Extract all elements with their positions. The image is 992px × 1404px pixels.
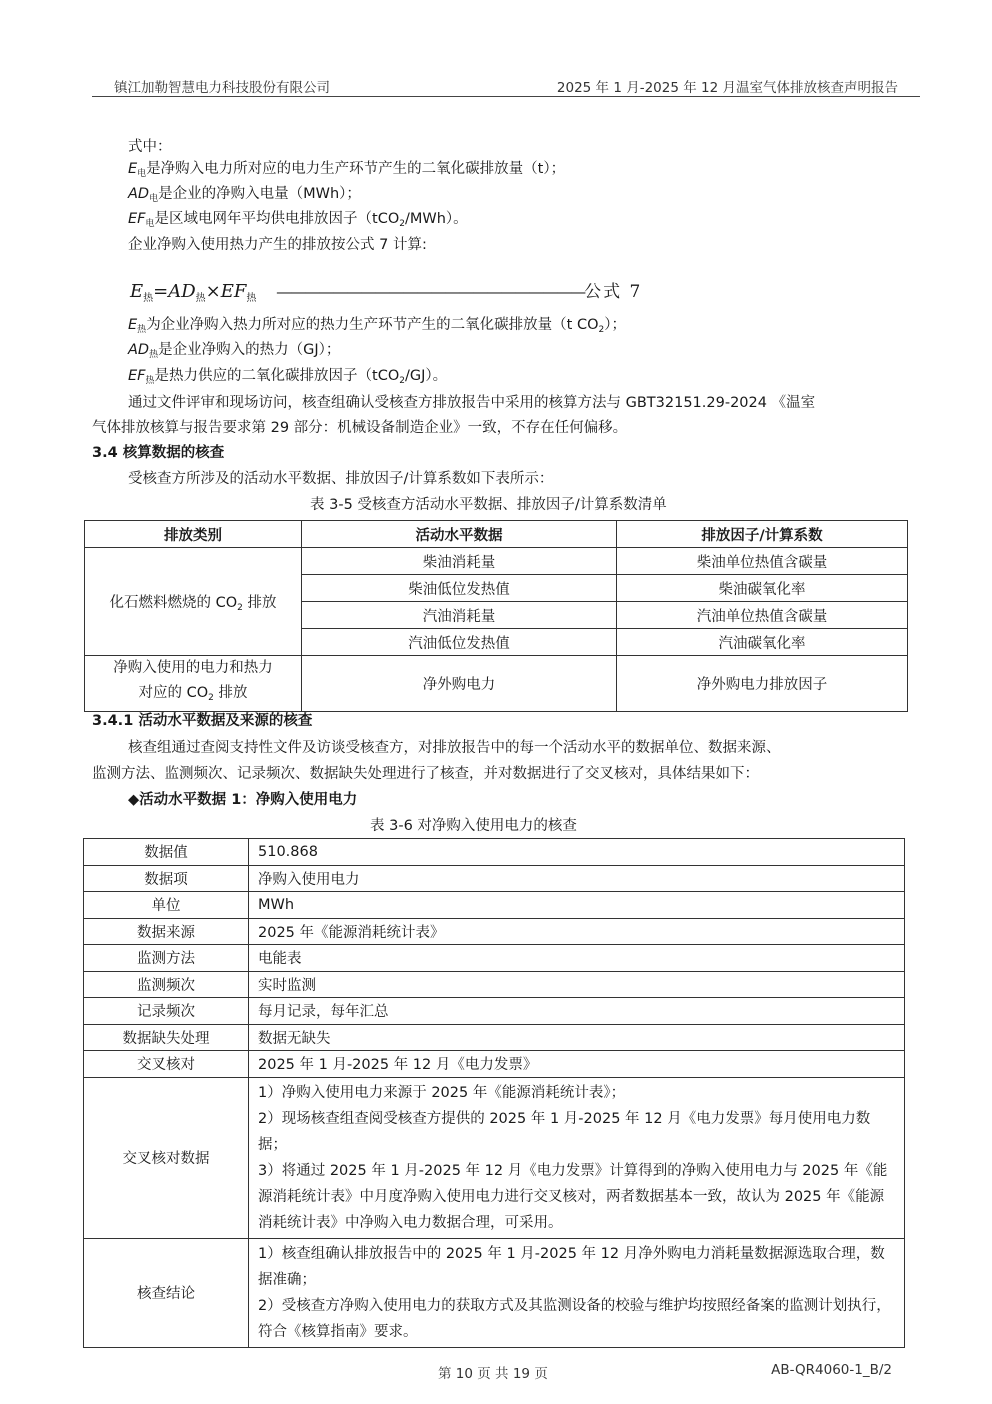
row-label: 数据缺失处理 xyxy=(84,1024,249,1051)
def-e-electric xyxy=(128,158,565,185)
formula-ad: =AD xyxy=(153,281,196,302)
emission-factor-cell: 柴油单位热值含碳量 xyxy=(617,548,908,575)
symbol: E xyxy=(128,161,138,177)
definition-text: 是热力供应的二氧化碳排放因子（tCO xyxy=(154,368,400,384)
header-company: 镇江加勒智慧电力科技股份有限公司 xyxy=(114,80,330,96)
category-text-line1: 净购入使用的电力和热力 xyxy=(113,660,273,676)
category-text: 化石燃料燃烧的 CO xyxy=(109,594,238,611)
conclusion-details xyxy=(249,1238,905,1347)
table-header-cell: 活动水平数据 xyxy=(302,521,617,548)
cross-check-line: 2）现场核查组查阅受核查方提供的 2025 年 1 月-2025 年 12 月《电力发票》每月使用电力数据； xyxy=(258,1110,871,1153)
formula-e: E xyxy=(130,281,144,302)
row-label-conclusion: 核查结论 xyxy=(84,1238,249,1347)
conclusion-line: 2）受核查方净购入使用电力的获取方式及其监测设备的校验与维护均按照经备案的监测计划执行，符合《核算指南》要求。 xyxy=(258,1297,891,1340)
def-e-heat xyxy=(128,314,626,341)
section-heading-3-4-1: 3.4.1 活动水平数据及来源的核查 xyxy=(92,713,313,729)
category-text-line2: 对应的 CO xyxy=(138,685,209,701)
paragraph-method-line1: 通过文件评审和现场访问，核查组确认受核查方排放报告中采用的核算方法与 GBT32151.29-2024 《温室 xyxy=(128,395,816,411)
activity-data-cell: 汽油低位发热值 xyxy=(302,629,617,656)
symbol: EF xyxy=(128,211,146,227)
cross-check-line: 3）将通过 2025 年 1 月-2025 年 12 月《电力发票》计算得到的净购入使用电力与 2025 年《能源消耗统计表》中月度净购入使用电力进行交叉核对，两者数据基本一致，故认为 2025 年《能源消耗统计表》中净购入电力数据合理，可采用。 xyxy=(258,1162,888,1231)
row-label: 数据值 xyxy=(84,839,249,866)
emission-factor-cell: 汽油碳氧化率 xyxy=(617,629,908,656)
def-ef-electric xyxy=(128,208,468,235)
emission-factor-cell: 汽油单位热值含碳量 xyxy=(617,602,908,629)
subscript-2: 2 xyxy=(237,602,243,613)
table-header-cell: 排放因子/计算系数 xyxy=(617,521,908,548)
table-row xyxy=(84,1077,905,1238)
table-3-5 xyxy=(84,520,908,712)
subscript-2: 2 xyxy=(399,376,405,386)
symbol: E xyxy=(128,317,138,333)
formula-ef-sub: 热 xyxy=(246,293,257,304)
activity-data-cell: 柴油低位发热值 xyxy=(302,575,617,602)
conclusion-line: 1）核查组确认排放报告中的 2025 年 1 月-2025 年 12 月净外购电力消耗量数据源选取合理，数据准确； xyxy=(258,1245,885,1288)
row-label: 记录频次 xyxy=(84,998,249,1025)
row-label: 监测频次 xyxy=(84,971,249,998)
row-value: 数据无缺失 xyxy=(249,1024,905,1051)
cross-check-line: 1）净购入使用电力来源于 2025 年《能源消耗统计表》； xyxy=(258,1084,626,1101)
row-value: 每月记录，每年汇总 xyxy=(249,998,905,1025)
table-row xyxy=(84,918,905,945)
header-report-title: 2025 年 1 月-2025 年 12 月温室气体排放核查声明报告 xyxy=(556,80,898,96)
table-row xyxy=(84,998,905,1025)
header-divider xyxy=(92,96,920,97)
def-ad-heat xyxy=(128,339,340,366)
def-ad-electric xyxy=(128,183,361,210)
table-row xyxy=(85,656,908,712)
paragraph-method-line2: 气体排放核算与报告要求第 29 部分：机械设备制造企业》一致，不存在任何偏移。 xyxy=(92,420,628,436)
table-row xyxy=(84,1051,905,1078)
definition-text: 为企业净购入热力所对应的热力生产环节产生的二氧化碳排放量（t CO xyxy=(146,317,599,333)
definition-text: 是企业净购入的热力（GJ）； xyxy=(158,342,341,358)
table-row xyxy=(84,892,905,919)
definition-text-end: /GJ）。 xyxy=(405,368,448,384)
activity-data-cell: 净外购电力 xyxy=(302,656,617,712)
formula-number: 公式 7 xyxy=(584,282,643,302)
emission-category-purchased xyxy=(85,656,302,712)
heat-formula-intro: 企业净购入使用热力产生的排放按公式 7 计算: xyxy=(128,237,427,253)
definition-text-end: ）； xyxy=(604,317,627,333)
document-code: AB-QR4060-1_B/2 xyxy=(771,1362,892,1378)
page-number: 第 10 页 共 19 页 xyxy=(438,1366,548,1382)
paragraph-table-intro: 受核查方所涉及的活动水平数据、排放因子/计算系数如下表所示： xyxy=(128,471,554,487)
row-label-cross-check-data: 交叉核对数据 xyxy=(84,1077,249,1238)
definition-text-end: /MWh）。 xyxy=(405,211,468,227)
emission-category-fossil xyxy=(85,548,302,656)
subscript: 电 xyxy=(145,219,155,229)
table-header-cell: 排放类别 xyxy=(85,521,302,548)
formula-ef: ×EF xyxy=(205,281,247,302)
category-text-line2-end: 排放 xyxy=(213,685,248,701)
table-header-row xyxy=(85,521,908,548)
table-row xyxy=(84,1238,905,1347)
row-value: 电能表 xyxy=(249,945,905,972)
table-row xyxy=(84,839,905,866)
row-value: 2025 年《能源消耗统计表》 xyxy=(249,918,905,945)
definition-text: 是企业的净购入电量（MWh）； xyxy=(158,186,361,202)
subscript: 热 xyxy=(137,325,147,335)
subscript-2: 2 xyxy=(399,219,405,229)
emission-factor-cell: 柴油碳氧化率 xyxy=(617,575,908,602)
subscript: 电 xyxy=(149,194,159,204)
row-value: MWh xyxy=(249,892,905,919)
row-label: 数据项 xyxy=(84,865,249,892)
symbol: AD xyxy=(128,342,150,358)
table-row xyxy=(84,1024,905,1051)
subscript: 电 xyxy=(137,169,147,179)
formula-ad-sub: 热 xyxy=(195,293,206,304)
table-3-5-caption: 表 3-5 受核查方活动水平数据、排放因子/计算系数清单 xyxy=(310,497,667,513)
row-value: 实时监测 xyxy=(249,971,905,998)
paragraph-verification-line2: 监测方法、监测频次、记录频次、数据缺失处理进行了核查，并对数据进行了交叉核对，具体结果如下： xyxy=(92,766,759,782)
cross-check-details xyxy=(249,1077,905,1238)
emission-factor-cell: 净外购电力排放因子 xyxy=(617,656,908,712)
table-row xyxy=(85,548,908,575)
subscript-2: 2 xyxy=(598,325,605,335)
paragraph-verification-line1: 核查组通过查阅支持性文件及访谈受核查方，对排放报告中的每一个活动水平的数据单位、数据来源、 xyxy=(128,740,781,756)
row-label: 单位 xyxy=(84,892,249,919)
subscript-2: 2 xyxy=(208,693,214,703)
row-value: 2025 年 1 月-2025 年 12 月《电力发票》 xyxy=(249,1051,905,1078)
bullet-activity-data-1: ◆活动水平数据 1：净购入使用电力 xyxy=(128,792,358,808)
row-label: 数据来源 xyxy=(84,918,249,945)
subscript: 热 xyxy=(149,350,159,360)
def-ef-heat xyxy=(128,365,447,392)
row-label: 交叉核对 xyxy=(84,1051,249,1078)
row-value: 510.868 xyxy=(249,839,905,866)
table-row xyxy=(84,945,905,972)
symbol: AD xyxy=(128,186,150,202)
formula-leader-dashes: —————————————————————— xyxy=(276,282,585,301)
activity-data-cell: 汽油消耗量 xyxy=(302,602,617,629)
activity-data-cell: 柴油消耗量 xyxy=(302,548,617,575)
definition-text: 是净购入电力所对应的电力生产环节产生的二氧化碳排放量（t）； xyxy=(146,161,566,177)
symbol: EF xyxy=(128,368,146,384)
table-row xyxy=(84,865,905,892)
formula-7 xyxy=(130,277,642,304)
label-shizhong: 式中： xyxy=(128,139,172,155)
section-heading-3-4: 3.4 核算数据的核查 xyxy=(92,445,225,461)
table-3-6-caption: 表 3-6 对净购入使用电力的核查 xyxy=(370,818,577,834)
formula-e-sub: 热 xyxy=(143,293,154,304)
table-row xyxy=(84,971,905,998)
definition-text: 是区域电网年平均供电排放因子（tCO xyxy=(154,211,400,227)
category-text-end: 排放 xyxy=(242,594,277,611)
row-value: 净购入使用电力 xyxy=(249,865,905,892)
row-label: 监测方法 xyxy=(84,945,249,972)
subscript: 热 xyxy=(145,376,155,386)
table-3-6 xyxy=(83,838,905,1348)
